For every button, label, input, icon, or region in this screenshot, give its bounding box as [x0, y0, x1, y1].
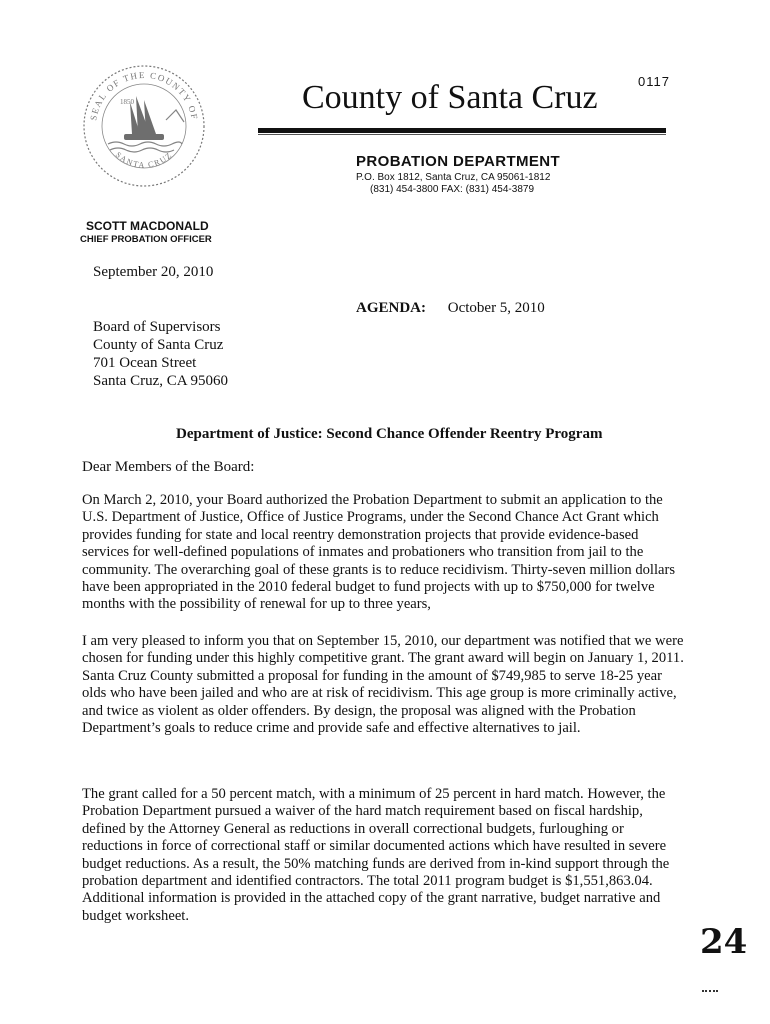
county-title: County of Santa Cruz — [302, 79, 598, 116]
svg-text:SEAL OF THE COUNTY OF — [88, 70, 199, 121]
officer-title: CHIEF PROBATION OFFICER — [80, 234, 212, 245]
svg-text:SANTA CRUZ — [114, 150, 174, 170]
agenda-date: October 5, 2010 — [447, 300, 545, 316]
footer-mark — [702, 990, 718, 994]
recipient-line: Board of Supervisors — [93, 319, 221, 335]
header-divider-thin — [258, 134, 666, 135]
agenda-label: AGENDA: — [356, 300, 426, 316]
recipient-line: Santa Cruz, CA 95060 — [93, 373, 228, 389]
document-number: 0117 — [638, 74, 670, 89]
recipient-line: 701 Ocean Street — [93, 355, 197, 371]
salutation: Dear Members of the Board: — [82, 459, 255, 475]
seal-year: 1850 — [120, 98, 134, 106]
department-name: PROBATION DEPARTMENT — [356, 153, 561, 170]
department-address: P.O. Box 1812, Santa Cruz, CA 95061-1812 — [356, 172, 551, 183]
agenda-line — [356, 300, 545, 317]
officer-name: SCOTT MACDONALD — [86, 219, 209, 233]
letter-date: September 20, 2010 — [93, 264, 214, 280]
department-phone-fax: (831) 454-3800 FAX: (831) 454-3879 — [370, 184, 534, 195]
page-number: 24 — [700, 922, 748, 962]
seal-bottom-text: SANTA CRUZ — [113, 150, 175, 170]
recipient-line: County of Santa Cruz — [93, 337, 224, 353]
seal-top-text: SEAL OF THE COUNTY OF — [88, 69, 200, 122]
header-divider — [258, 128, 666, 133]
body-paragraph-1: On March 2, 2010, your Board authorized the Probation Department to submit an application to the U.S. Department of Justice, Office of Justice Programs, under the Second Chance Act Grant which provides funding for state and local reentry demonstration projects that provide evidence-based services for well-defined populations of inmates and probationers who transition from jail to the community. The overarching goal of these grants is to reduce recidivism. Thirty-seven million dollars have been appropriated in the 2010 federal budget to fund projects with up to $750,000 for twelve months with the possibility of renewal for up to three years, — [82, 492, 676, 613]
body-paragraph-3: The grant called for a 50 percent match, with a minimum of 25 percent in hard match. However, the Probation Department pursued a waiver of the hard match requirement based on fiscal hardship, defined by the Attorney General as reductions in overall correctional budgets, furloughing or reductions in force of correctional staff or similar documented actions which have resulted in severe budget reductions. As a result, the 50% matching funds are derived from in-kind support through the probation department and identified contractors. The total 2011 program budget is $1,551,863.04. Additional information is provided in the attached copy of the grant narrative, budget narrative and budget worksheet. — [82, 786, 670, 924]
subject-heading: Department of Justice: Second Chance Offender Reentry Program — [176, 426, 603, 442]
body-paragraph-2: I am very pleased to inform you that on September 15, 2010, our department was notified that we were chosen for funding under this highly competitive grant. The grant award will begin on January 1, 2011. Santa Cruz County submitted a proposal for funding in the amount of $749,985 to serve 18-25 year olds who have been jailed and who are at risk of recidivism. This age group is more criminally active, and twice as violent as older offenders. By design, the proposal was aligned with the Probation Department’s goals to reduce crime and provide safe and effective alternatives to jail. — [82, 633, 684, 737]
recipient-address — [93, 318, 228, 390]
county-seal-logo — [80, 62, 208, 190]
